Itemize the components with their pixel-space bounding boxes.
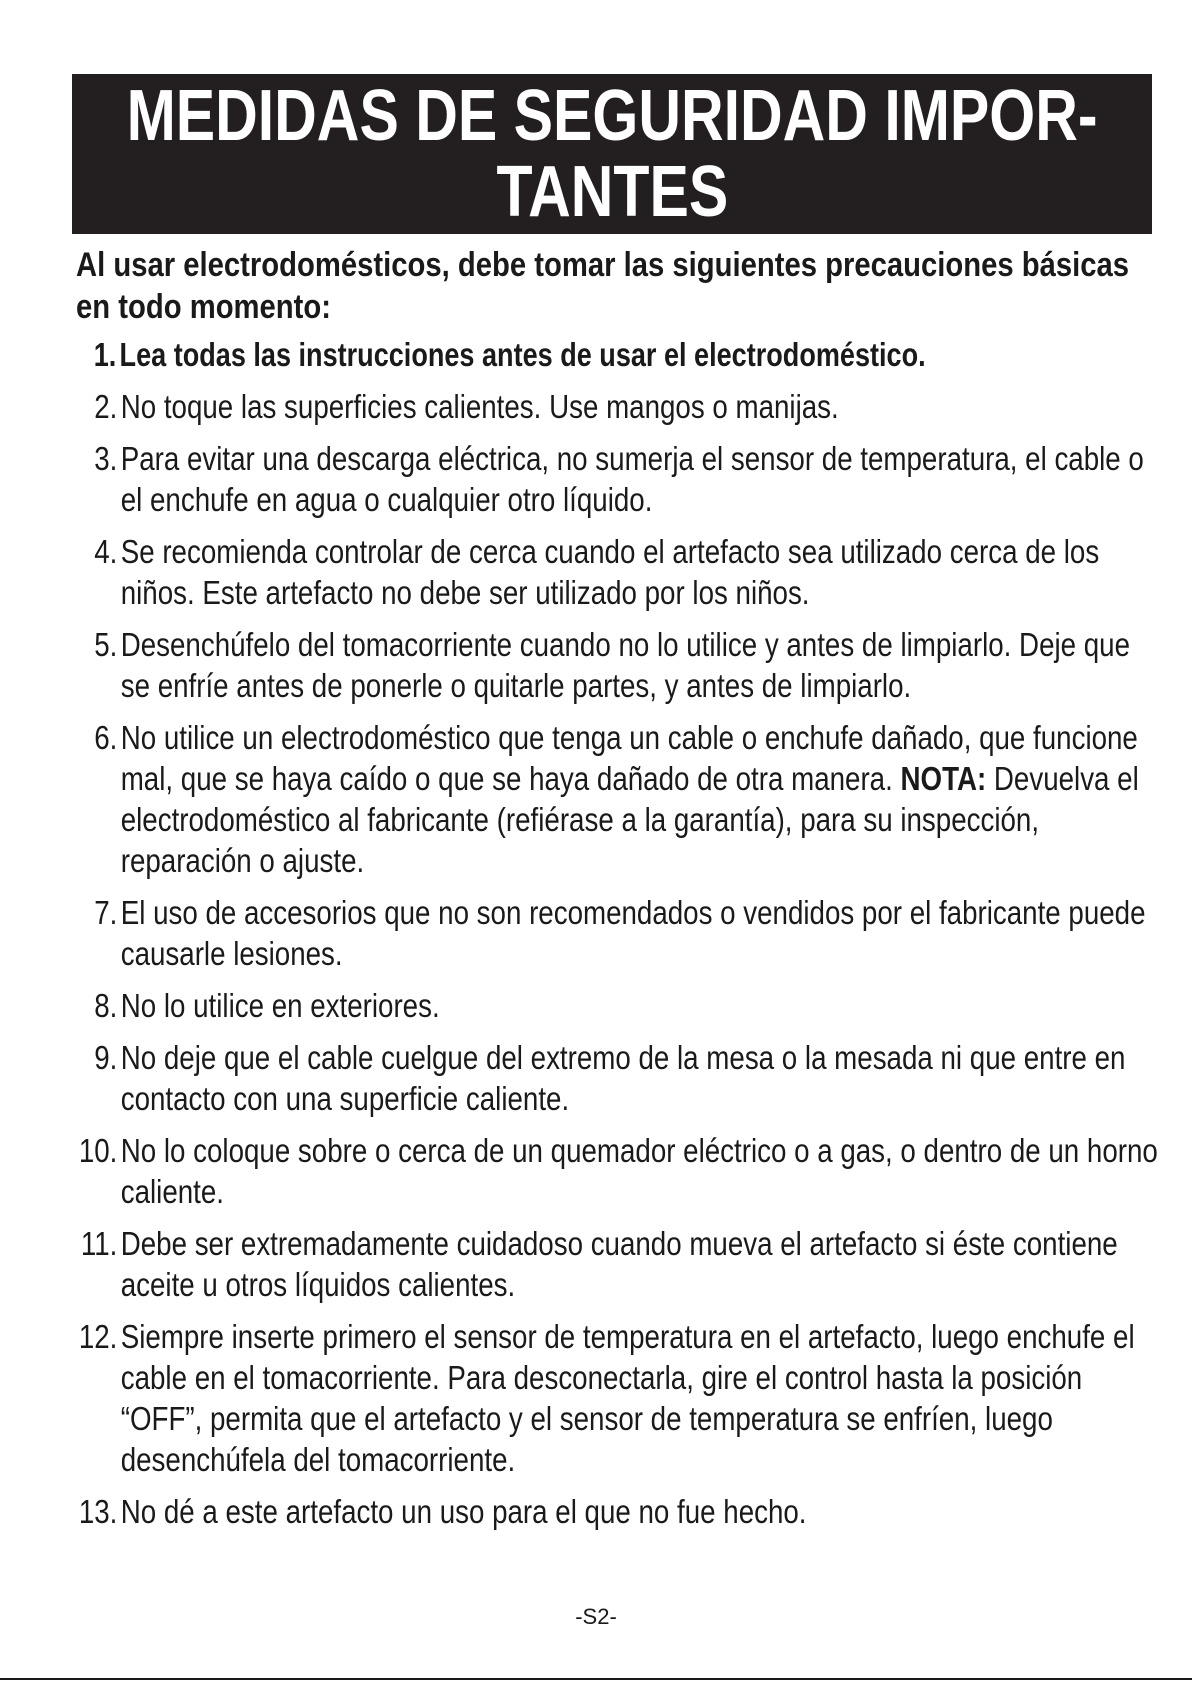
list-item [72,438,1162,520]
list-item [72,531,1162,613]
item-number: 10. [78,1132,118,1169]
list-item [72,1491,1162,1532]
item-text-part: Devuelva el electrodoméstico al fabricante (refiérase a la garantía), para su inspección, reparación o ajuste. [120,760,1139,879]
safety-list [72,334,1162,1543]
item-number: 5. [94,626,118,663]
item-text: Para evitar una descarga eléctrica, no sumerja el sensor de temperatura, el cable o el enchufe en agua o cualquier otro líquido. [120,440,1144,518]
list-item [72,386,1162,427]
item-number: 3. [94,440,118,477]
item-text: Siempre inserte primero el sensor de temperatura en el artefacto, luego enchufe el cable en el tomacorriente. Para desconectarla, gire el control hasta la posición “OFF”, permita que el artefacto y el sensor de temperatura se enfríen, luego desenchúfela del tomacorriente. [120,1318,1135,1478]
list-item [72,1037,1162,1119]
item-number: 8. [94,987,118,1024]
item-number: 4. [94,533,118,570]
list-item [72,334,1162,375]
item-number: 7. [94,894,118,931]
list-item [72,1223,1162,1305]
item-text: No toque las superficies calientes. Use mangos o manijas. [120,388,839,425]
item-text: No deje que el cable cuelgue del extremo de la mesa o la mesada ni que entre en contacto con una superficie caliente. [120,1039,1126,1117]
item-text: Se recomienda controlar de cerca cuando el artefacto sea utilizado cerca de los niños. Este artefacto no debe ser utilizado por los niños. [120,533,1100,611]
intro-text: Al usar electrodomésticos, debe tomar las siguientes precauciones básicas en todo momento: [76,246,1130,326]
list-item [72,985,1162,1026]
item-number: 13. [78,1493,118,1530]
item-number: 1. [93,336,117,373]
page-title-line-2: TANTES [496,152,728,232]
item-text-part: No utilice un electrodoméstico que tenga un cable o enchufe dañado, que funcione mal, que se haya caído o que se haya dañado de otra manera. [120,719,1138,797]
list-item [72,1316,1162,1480]
item-text: No dé a este artefacto un uso para el que no fue hecho. [120,1493,807,1530]
item-text: Desenchúfelo del tomacorriente cuando no lo utilice y antes de limpiarlo. Deje que se enfríe antes de ponerle o quitarle partes, y antes de limpiarlo. [120,626,1131,704]
item-number: 11. [80,1225,118,1262]
title-banner [72,74,1152,234]
page-number: -S2- [575,1604,617,1629]
item-number: 12. [78,1318,118,1355]
list-item [72,1130,1162,1212]
list-item [72,892,1162,974]
item-number: 9. [94,1039,118,1076]
item-text [119,717,1162,881]
item-text: No lo coloque sobre o cerca de un quemador eléctrico o a gas, o dentro de un horno caliente. [120,1132,1158,1210]
item-text: No lo utilice en exteriores. [120,987,440,1024]
note-label: NOTA: [900,760,987,797]
bottom-divider [0,1678,1192,1680]
page-title-line-1: MEDIDAS DE SEGURIDAD IMPOR- [126,76,1098,156]
list-item [72,717,1162,881]
item-text: El uso de accesorios que no son recomendados o vendidos por el fabricante puede causarle lesiones. [120,894,1146,972]
item-text: Debe ser extremadamente cuidadoso cuando mueva el artefacto si éste contiene aceite u otros líquidos calientes. [120,1225,1118,1303]
item-text: Lea todas las instrucciones antes de usar el electrodoméstico. [119,336,926,373]
item-number: 6. [94,719,118,756]
item-number: 2. [94,388,118,425]
list-item [72,624,1162,706]
